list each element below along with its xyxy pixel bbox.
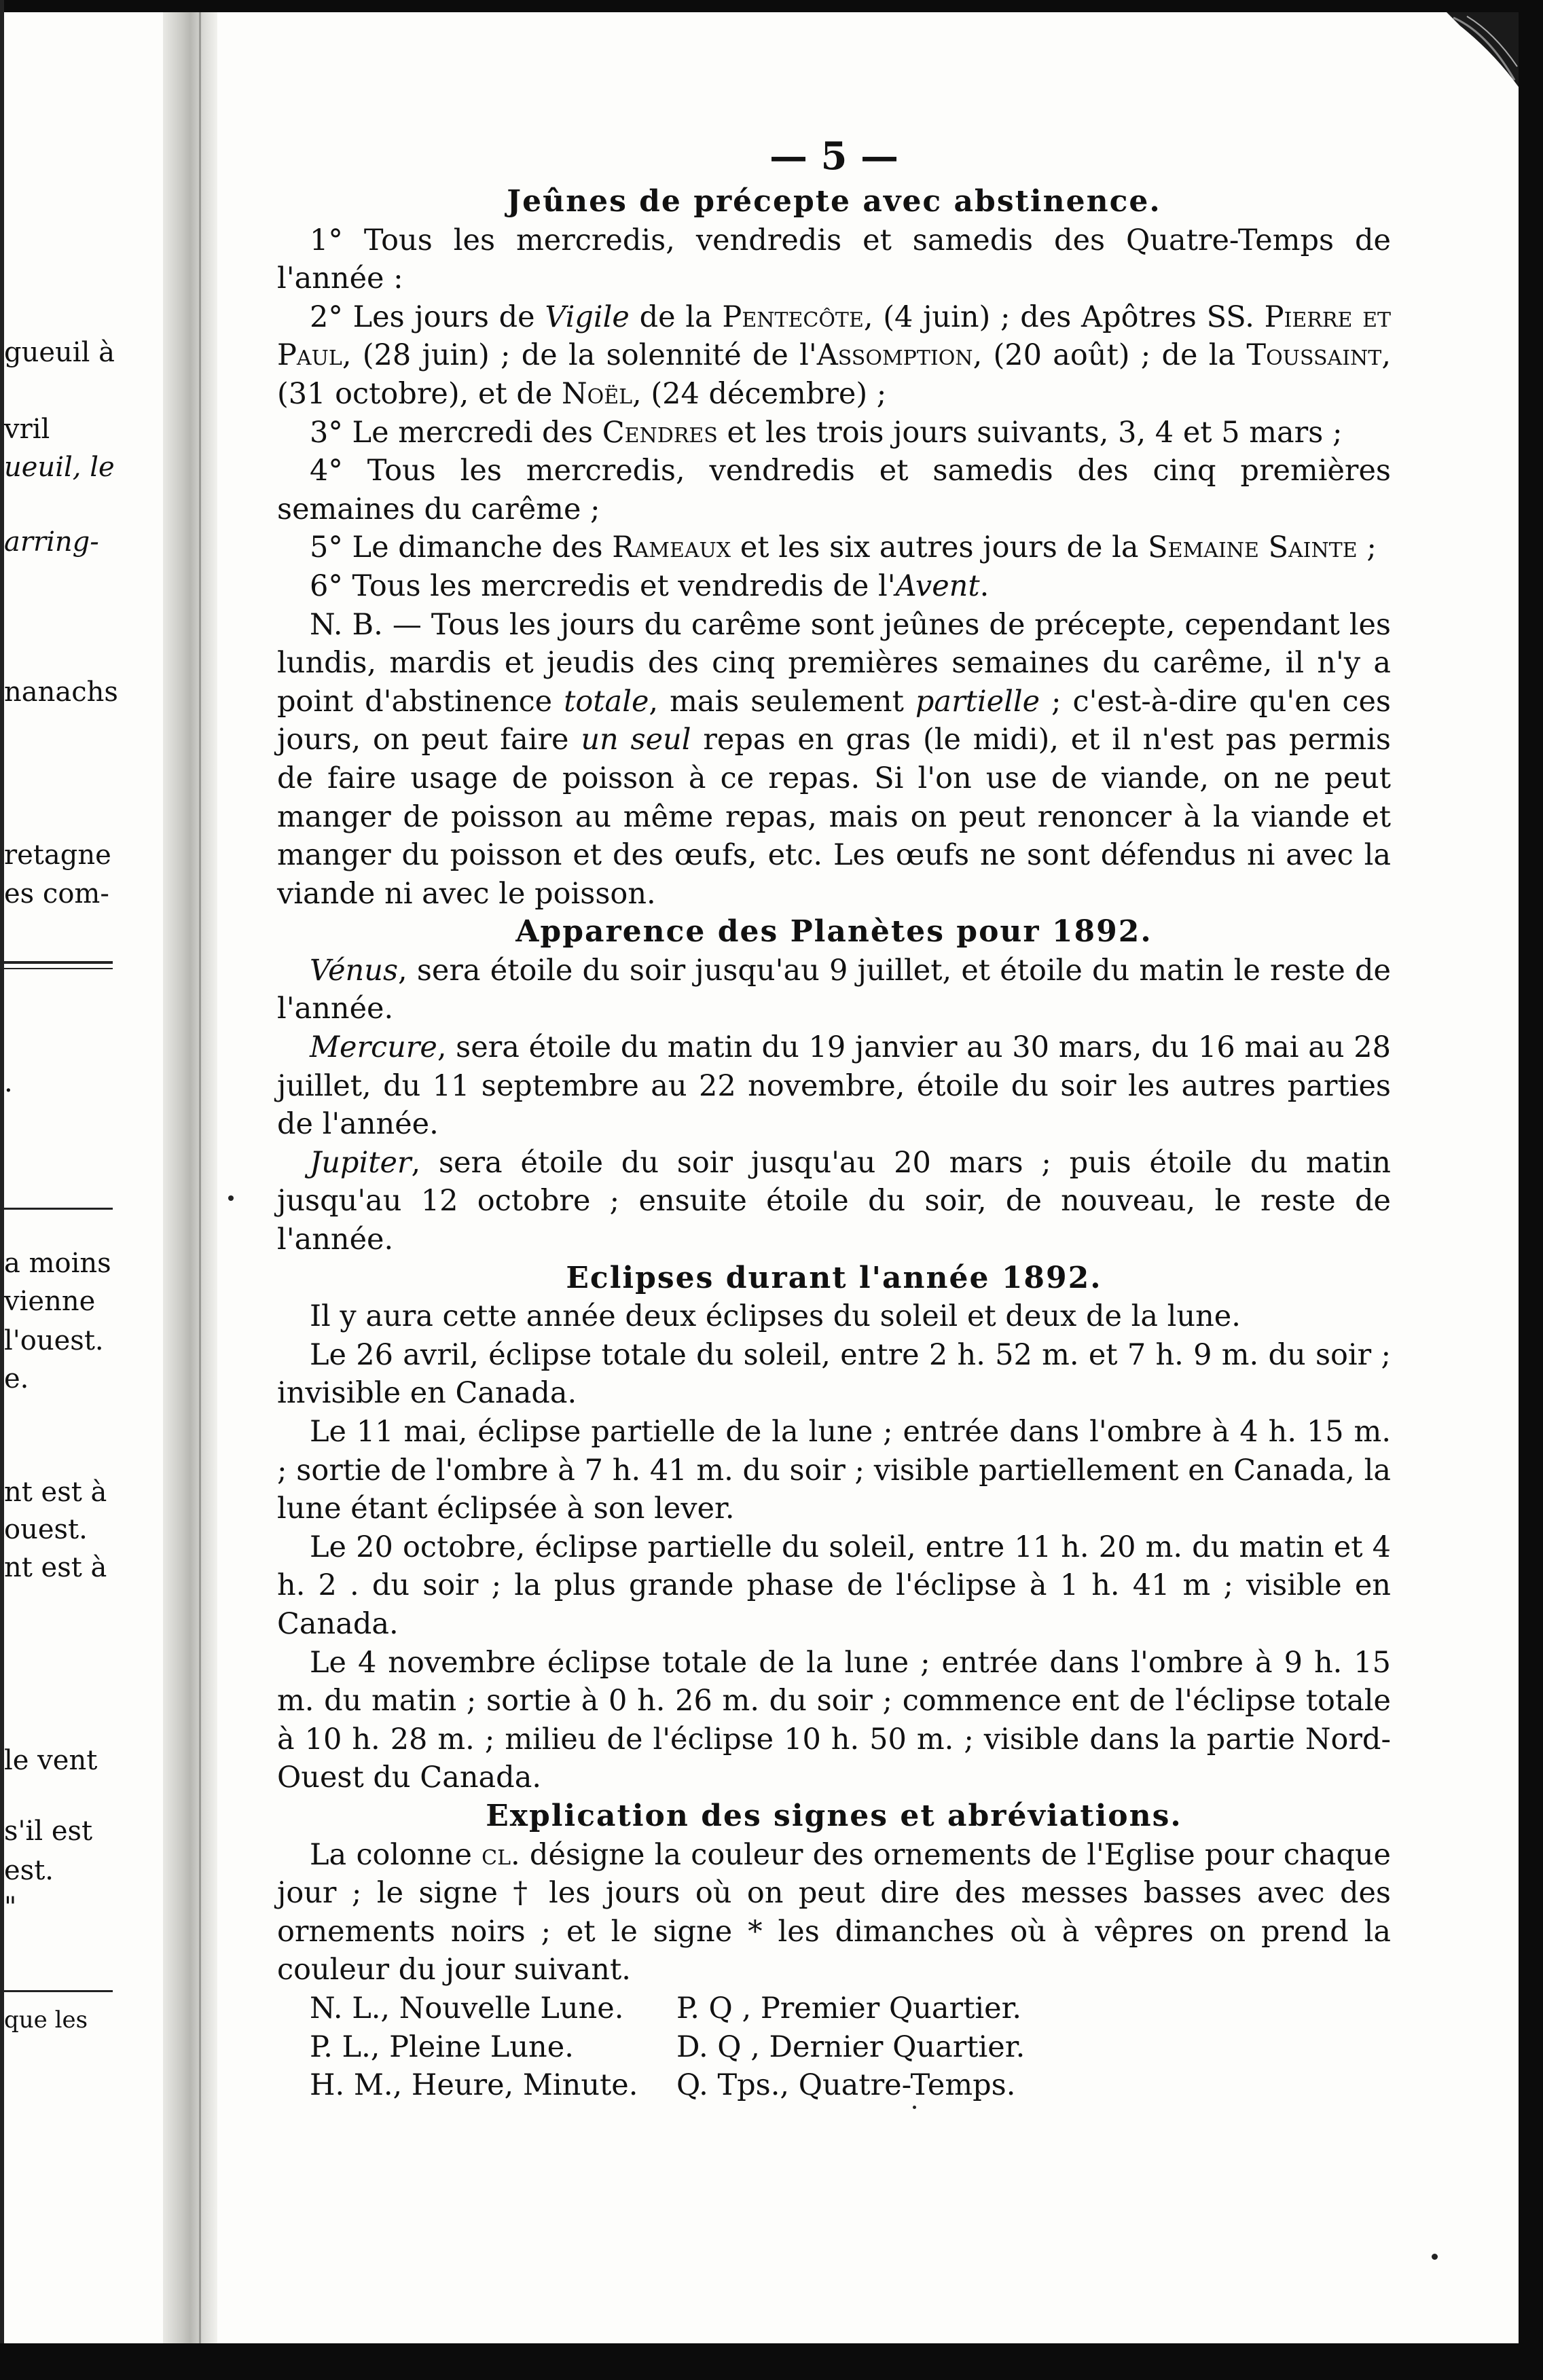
left-page-line: es com- (4, 878, 109, 909)
legend-abbrev: P. Q , Premier Quartier. (676, 1991, 1022, 2025)
left-page-line: ouest. (4, 1514, 88, 1545)
planete-jupiter: Jupiter, sera étoile du soir jusqu'au 20 mars ; puis étoile du matin jusqu'au 12 octobre ; ensuite étoile du soir, de nouveau, le reste de l'année. (277, 1145, 1391, 1257)
eclipse-3: Le 20 octobre, éclipse partielle du soleil, entre 11 h. 20 m. du matin et 4 h. 2 . du soir ; la plus grande phase de l'éclipse à 1 h. 41 m ; visible en Canada. (277, 1530, 1391, 1641)
jeunes-item-6: 6° Tous les mercredis et vendredis de l'Avent. (310, 569, 990, 603)
legend-abbrev: N. L., Nouvelle Lune. (310, 1991, 624, 2025)
heading-signes: Explication des signes et abréviations. (486, 1798, 1182, 1833)
left-page-line: . (4, 1067, 13, 1098)
book-gutter (163, 12, 217, 2343)
left-page-line: vienne (4, 1286, 96, 1317)
legend-abbrev: H. M., Heure, Minute. (310, 2068, 638, 2103)
left-page-line: que les (4, 2006, 88, 2034)
left-page-line: s'il est (4, 1816, 93, 1847)
legend-row (277, 2066, 1391, 2105)
left-page-line: gueuil à (4, 337, 115, 368)
jeunes-item-2: 2° Les jours de Vigile de la Pentecôte, (4 juin) ; des Apôtres SS. Pierre et Paul, (28 juin) ; de la solennité de l'Assomption, (20 août) ; de la Toussaint, (31 octobre), et de Noël, (24 décembre) ; (277, 300, 1391, 411)
jeunes-item-1: 1° Tous les mercredis, vendredis et samedis des Quatre-Temps de l'année : (277, 223, 1391, 296)
left-page-line: vril (4, 414, 50, 445)
legend-row (277, 1989, 1391, 2028)
legend-abbrev: P. L., Pleine Lune. (310, 2030, 574, 2064)
left-page-rule (4, 1208, 113, 1210)
heading-eclipses: Eclipses durant l'année 1892. (566, 1260, 1102, 1295)
eclipse-1: Le 26 avril, éclipse totale du soleil, entre 2 h. 52 m. et 7 h. 9 m. du soir ; invisible en Canada. (277, 1337, 1391, 1411)
left-page-rule (4, 1990, 113, 1992)
heading-jeunes: Jeûnes de précepte avec abstinence. (507, 184, 1161, 219)
left-page-line: arring- (4, 526, 99, 558)
left-page-fragment (0, 0, 163, 2343)
gutter-fold-line (199, 12, 201, 2343)
scan-border-right (1519, 0, 1543, 2380)
eclipse-2: Le 11 mai, éclipse partielle de la lune ; entrée dans l'ombre à 4 h. 15 m. ; sortie de l'ombre à 7 h. 41 m. du soir ; visible partiellement en Canada, la lune étant éclipsée à son lever. (277, 1415, 1391, 1526)
jeunes-item-3: 3° Le mercredi des Cendres et les trois jours suivants, 3, 4 et 5 mars ; (310, 415, 1343, 450)
scan-speck (913, 2106, 916, 2109)
left-page-line: nanachs (4, 677, 118, 708)
left-page-rule (4, 961, 113, 964)
legend-row (277, 2028, 1391, 2067)
jeunes-nota-bene: N. B. — Tous les jours du carême sont jeûnes de précepte, cependant les lundis, mardis et jeudis des cinq premières semaines du carême, il n'y a point d'abstinence totale, mais seulement partielle ; c'est-à-dire qu'en ces jours, on peut faire un seul repas en gras (le midi), et il n'est pas permis de faire usage de poisson à ce repas. Si l'on use de viande, on ne peut manger de poisson au même repas, mais on peut renoncer à la viande et manger du poisson et des œufs, etc. Les œufs ne sont défendus ni avec la viande ni avec le poisson. (277, 607, 1391, 911)
page-text-block (277, 132, 1391, 2105)
eclipses-intro: Il y aura cette année deux éclipses du soleil et deux de la lune. (310, 1299, 1241, 1334)
scan-border-top (0, 0, 1543, 12)
page-corner-curl (1447, 12, 1519, 87)
left-page-line: retagne (4, 840, 111, 871)
scan-border-bottom (0, 2343, 1543, 2380)
planete-mercure: Mercure, sera étoile du matin du 19 janvier au 30 mars, du 16 mai au 28 juillet, du 11 septembre au 22 novembre, étoile du soir les autres parties de l'année. (277, 1030, 1391, 1142)
page-number: — 5 — (769, 134, 898, 179)
jeunes-item-4: 4° Tous les mercredis, vendredis et samedis des cinq premières semaines du carême ; (277, 454, 1391, 526)
scan-speck (228, 1195, 234, 1201)
left-page-line: nt est à (4, 1552, 107, 1583)
left-page-rule (4, 968, 113, 969)
jeunes-item-5: 5° Le dimanche des Rameaux et les six autres jours de la Semaine Sainte ; (310, 530, 1377, 565)
left-page-line: est. (4, 1855, 54, 1886)
legend-abbrev: Q. Tps., Quatre-Temps. (676, 2068, 1016, 2103)
left-page-line: ueuil, le (4, 452, 115, 483)
scan-speck (1432, 2254, 1438, 2260)
left-page-line: a moins (4, 1248, 111, 1279)
eclipse-4: Le 4 novembre éclipse totale de la lune ; entrée dans l'ombre à 9 h. 15 m. du matin ; sortie à 0 h. 26 m. du soir ; commence ent de l'éclipse totale à 10 h. 28 m. ; milieu de l'éclipse 10 h. 50 m. ; visible dans la partie Nord-Ouest du Canada. (277, 1645, 1391, 1795)
left-page-line: e. (4, 1363, 29, 1394)
heading-planetes: Apparence des Planètes pour 1892. (515, 914, 1152, 950)
signes-paragraph: La colonne cl. désigne la couleur des ornements de l'Eglise pour chaque jour ; le signe † les jours où on peut dire des messes basses avec des ornements noirs ; et le signe * les dimanches où à vêpres on prend la couleur du jour suivant. (277, 1837, 1391, 1987)
left-page-line: l'ouest. (4, 1325, 104, 1356)
left-page-line: " (4, 1892, 17, 1923)
planete-venus: Vénus, sera étoile du soir jusqu'au 9 juillet, et étoile du matin le reste de l'année. (277, 953, 1391, 1026)
left-page-line: le vent (4, 1745, 98, 1776)
left-page-line: nt est à (4, 1477, 107, 1508)
abbreviation-legend (277, 1989, 1391, 2105)
legend-abbrev: D. Q , Dernier Quartier. (676, 2030, 1025, 2064)
